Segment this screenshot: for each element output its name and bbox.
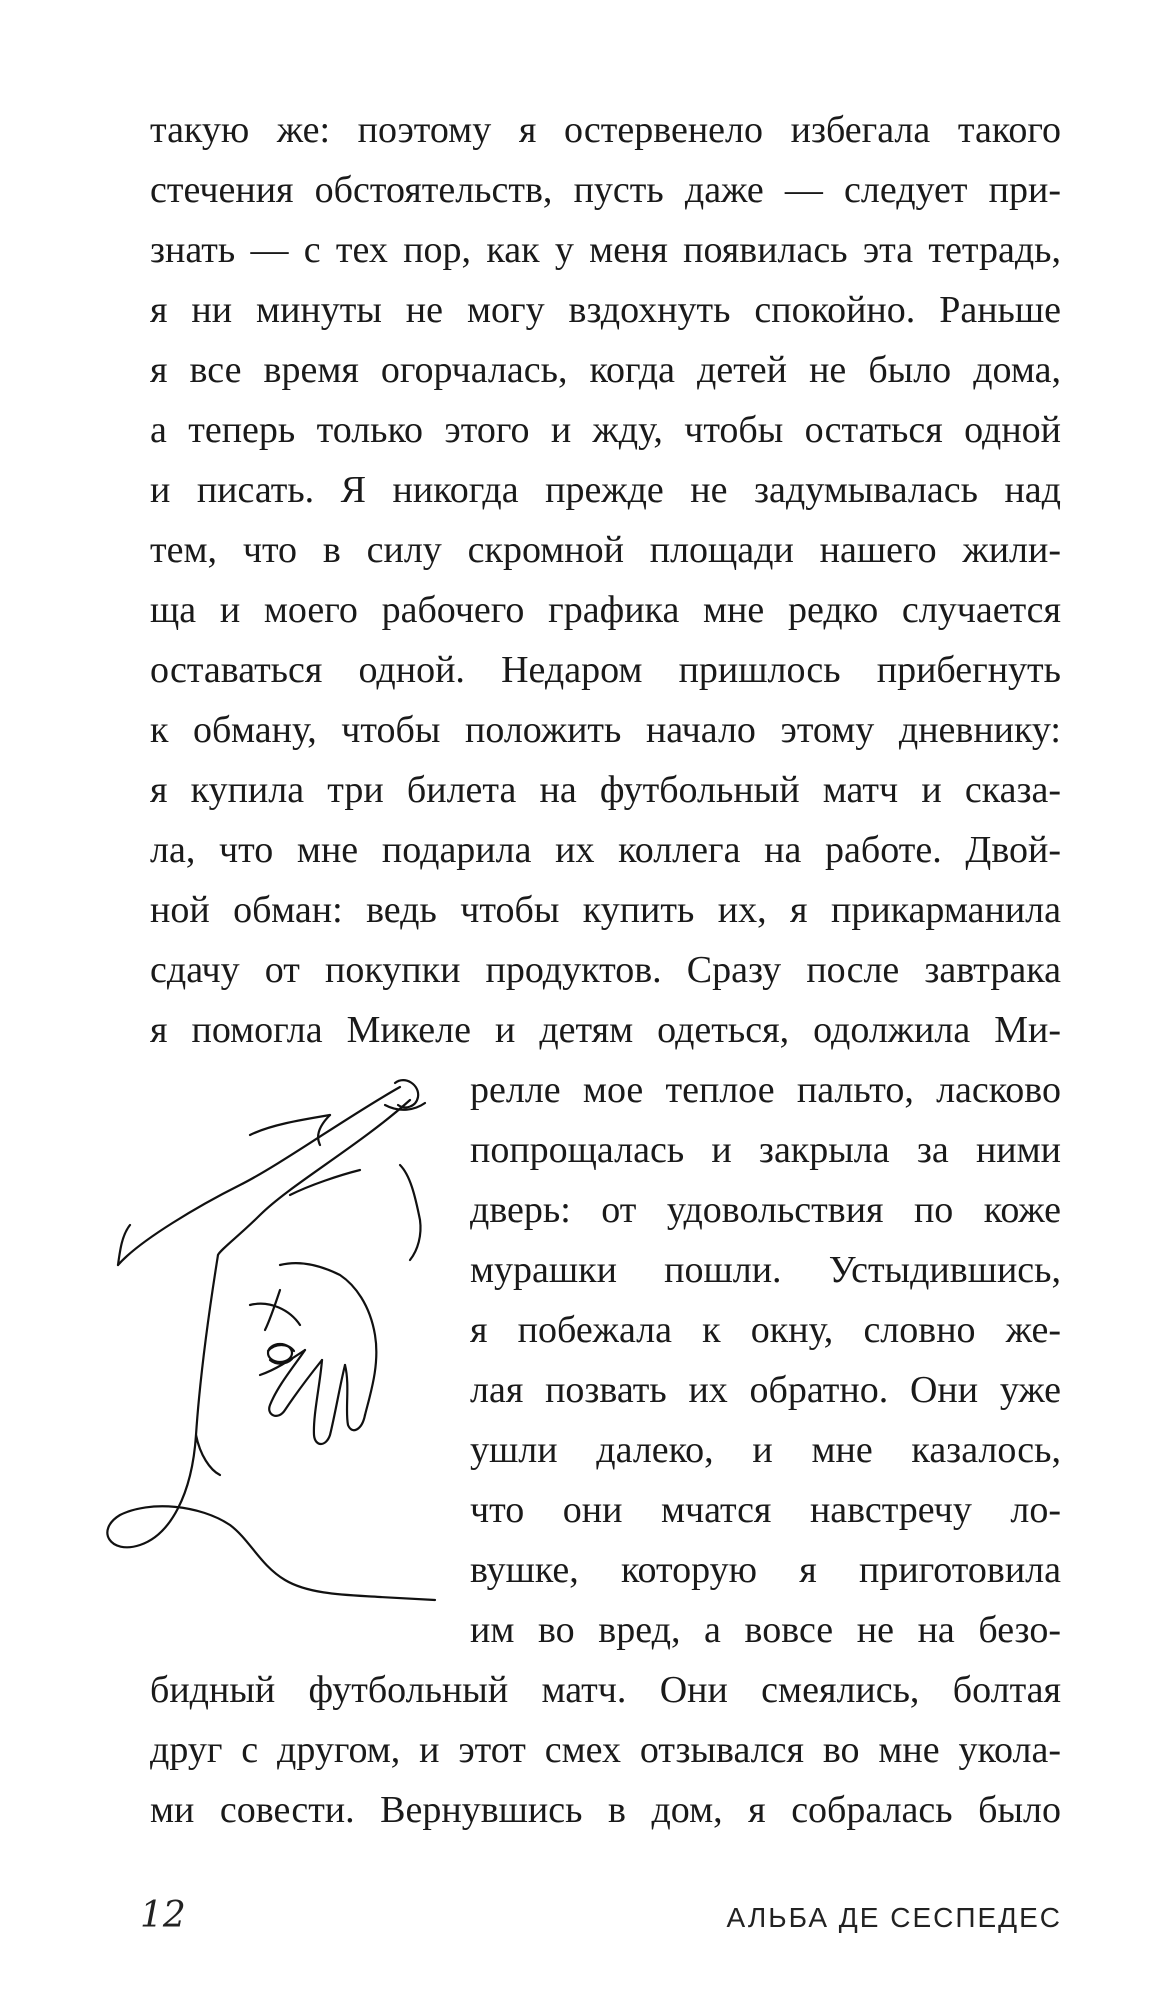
text-line: я купила три билета на футбольный матч и сказа- xyxy=(150,769,1061,811)
text-line: тем, что в силу скромной площади нашего жили- xyxy=(150,529,1061,571)
text-line: я помогла Микеле и детям одеться, одолжила Ми- xyxy=(150,1009,1061,1051)
text-line: к обману, чтобы положить начало этому дневнику: xyxy=(150,709,1061,751)
text-line: а теперь только этого и жду, чтобы остаться одной xyxy=(150,409,1061,451)
text-line: бидный футбольный матч. Они смеялись, болтая xyxy=(150,1669,1061,1711)
text-line: ной обман: ведь чтобы купить их, я прикарманила xyxy=(150,889,1061,931)
text-line: я все время огорчалась, когда детей не было дома, xyxy=(150,349,1061,391)
text-line: друг с другом, и этот смех отзывался во мне укола- xyxy=(150,1729,1061,1771)
text-line: я побежала к окну, словно же- xyxy=(470,1309,1061,1351)
text-line: мурашки пошли. Устыдившись, xyxy=(470,1249,1061,1291)
text-line: сдачу от покупки продуктов. Сразу после завтрака xyxy=(150,949,1061,991)
hand-drawing-icon xyxy=(100,1075,470,1625)
text-line: релле мое теплое пальто, ласково xyxy=(470,1069,1061,1111)
text-line: ми совести. Вернувшись в дом, я собралась было xyxy=(150,1789,1061,1831)
text-line: такую же: поэтому я остервенело избегала такого xyxy=(150,109,1061,151)
running-head: АЛЬБА ДЕ СЕСПЕДЕС xyxy=(726,1902,1062,1933)
text-line: что они мчатся навстречу ло- xyxy=(470,1489,1061,1531)
text-line: ла, что мне подарила их коллега на работе. Двой- xyxy=(150,829,1061,871)
text-line: стечения обстоятельств, пусть даже — следует при- xyxy=(150,169,1061,211)
page-number: 12 xyxy=(140,1895,186,1936)
text-line: лая позвать их обратно. Они уже xyxy=(470,1369,1061,1411)
text-line: попрощалась и закрыла за ними xyxy=(470,1129,1061,1171)
text-line: ушли далеко, и мне казалось, xyxy=(470,1429,1061,1471)
text-line: оставаться одной. Недаром пришлось прибегнуть xyxy=(150,649,1061,691)
text-line: дверь: от удовольствия по коже xyxy=(470,1189,1061,1231)
text-line: я ни минуты не могу вздохнуть спокойно. Раньше xyxy=(150,289,1061,331)
text-line: и писать. Я никогда прежде не задумывалась над xyxy=(150,469,1061,511)
text-line: им во вред, а вовсе не на безо- xyxy=(470,1609,1061,1651)
text-line: знать — с тех пор, как у меня появилась эта тетрадь, xyxy=(150,229,1061,271)
text-line: ща и моего рабочего графика мне редко случается xyxy=(150,589,1061,631)
text-line: вушке, которую я приготовила xyxy=(470,1549,1061,1591)
